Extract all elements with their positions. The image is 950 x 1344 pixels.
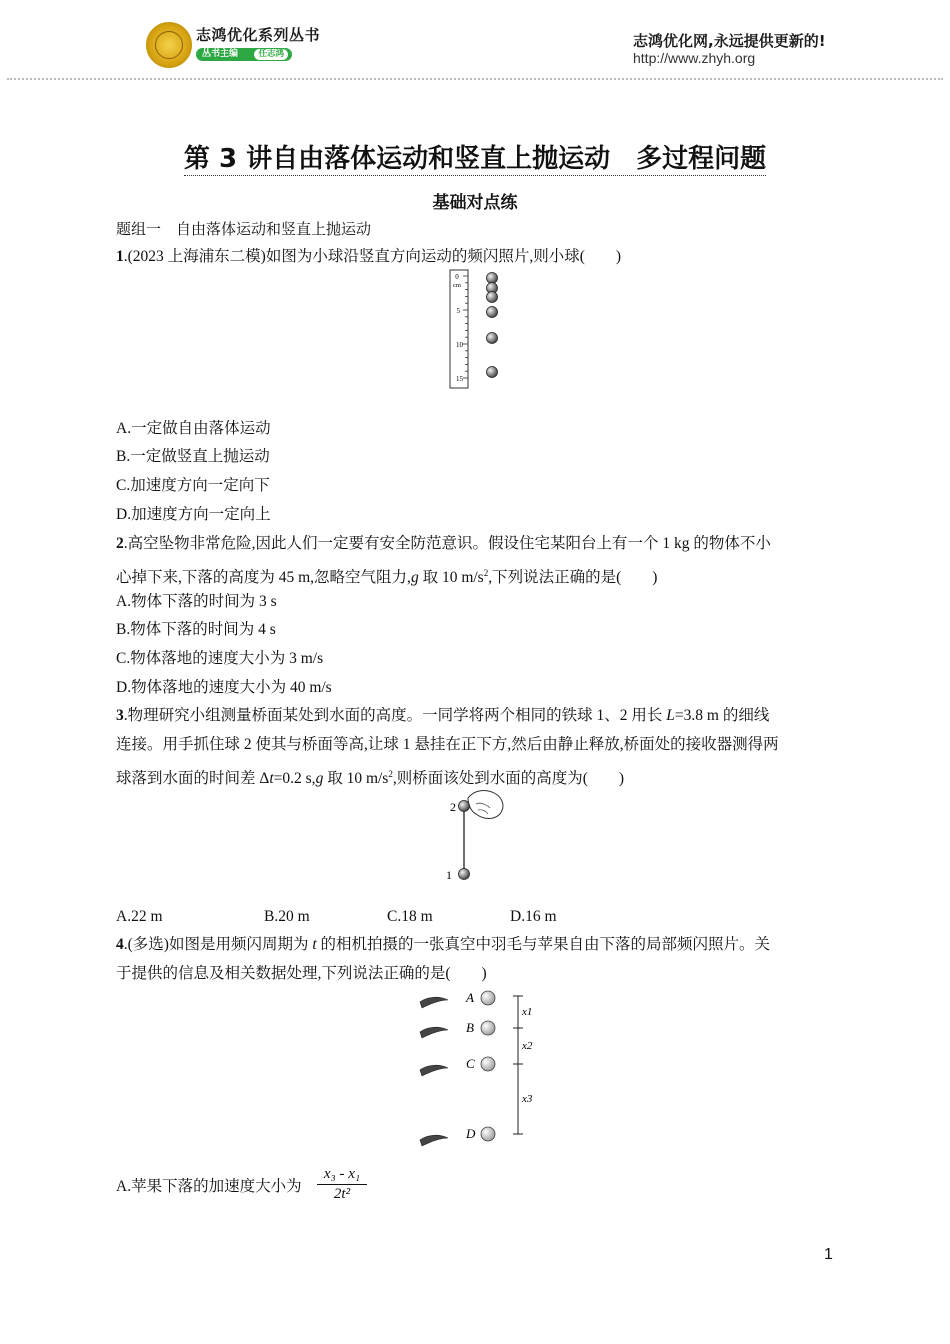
fraction-numerator: x₃ - x₁ bbox=[323, 1166, 361, 1182]
q3-option-c: C.18 m bbox=[387, 908, 433, 925]
q3-stem-line1: 3.物理研究小组测量桥面某处到水面的高度。一同学将两个相同的铁球 1、2 用长 L=3.8 m 的细线 bbox=[116, 707, 770, 724]
segment-label-x2: x2 bbox=[522, 1040, 533, 1052]
fraction-denominator: 2t² bbox=[333, 1186, 351, 1202]
q1-strobe-figure bbox=[440, 268, 520, 392]
point-label-c: C bbox=[466, 1056, 475, 1071]
ball-image-1 bbox=[487, 273, 498, 284]
q1-option-a: A.一定做自由落体运动 bbox=[116, 420, 271, 437]
q2-stem-line2: 心掉下来,下落的高度为 45 m,忽略空气阻力,g 取 10 $m/s^2$,下列说法正确的是( ) bbox=[116, 568, 658, 587]
feather-icon-c bbox=[420, 1065, 448, 1076]
apple-icon-c bbox=[481, 1057, 495, 1071]
q3-option-a: A.22 m bbox=[116, 908, 163, 925]
q3-two-balls-figure bbox=[440, 784, 510, 884]
ball-image-4 bbox=[487, 307, 498, 318]
slogan: 志鸿优化网,永远提供更新的! bbox=[633, 32, 826, 50]
ball-1-label: 1 bbox=[446, 868, 452, 882]
q1-option-b: B.一定做竖直上抛运动 bbox=[116, 448, 270, 465]
point-label-a: A bbox=[466, 990, 474, 1005]
q1-option-d: D.加速度方向一定向上 bbox=[116, 506, 271, 523]
apple-icon-d bbox=[481, 1127, 495, 1141]
q3-option-d: D.16 m bbox=[510, 908, 557, 925]
point-label-d: D bbox=[466, 1126, 476, 1141]
ruler-label-10: 10 bbox=[456, 341, 463, 349]
q1-stem: 1.(2023 上海浦东二模)如图为小球沿竖直方向运动的频闪照片,则小球( ) bbox=[116, 248, 622, 265]
ruler-label-15: 15 bbox=[456, 375, 463, 383]
q4-stem-line2: 于提供的信息及相关数据处理,下列说法正确的是( ) bbox=[116, 965, 487, 982]
editor-label: 丛书主编 bbox=[202, 49, 239, 59]
segment-label-x1: x1 bbox=[522, 1006, 533, 1018]
page-header bbox=[0, 0, 950, 90]
publisher-logo-icon bbox=[146, 22, 192, 68]
feather-icon-d bbox=[420, 1135, 448, 1146]
page-number: 1 bbox=[824, 1246, 833, 1263]
ball-2 bbox=[459, 801, 470, 812]
page-title: 第 3 讲自由落体运动和竖直上抛运动 多过程问题 bbox=[183, 144, 767, 174]
website-url[interactable]: http://www.zhyh.org bbox=[633, 50, 756, 66]
point-label-b: B bbox=[466, 1020, 474, 1035]
ball-image-6 bbox=[487, 367, 498, 378]
feather-icon-a bbox=[420, 997, 448, 1008]
editor-name: 任志鸿 bbox=[254, 49, 288, 60]
ruler-label-cm: cm bbox=[453, 282, 461, 289]
q4-option-a-fraction bbox=[317, 1166, 367, 1203]
ruler-label-0: 0 bbox=[455, 273, 459, 281]
q1-option-c: C.加速度方向一定向下 bbox=[116, 477, 270, 494]
series-name: 志鸿优化系列丛书 bbox=[196, 26, 321, 44]
apple-icon-a bbox=[481, 991, 495, 1005]
ruler-label-5: 5 bbox=[456, 307, 460, 315]
feather-icon-b bbox=[420, 1027, 448, 1038]
group-heading: 题组一 自由落体运动和竖直上抛运动 bbox=[116, 220, 372, 238]
q2-option-d: D.物体落地的速度大小为 40 m/s bbox=[116, 679, 332, 696]
q3-option-b: B.20 m bbox=[264, 908, 310, 925]
section-subtitle: 基础对点练 bbox=[432, 193, 518, 213]
ball-image-5 bbox=[487, 333, 498, 344]
apple-icon-b bbox=[481, 1021, 495, 1035]
ball-1 bbox=[459, 869, 470, 880]
q2-stem-line1: 2.高空坠物非常危险,因此人们一定要有安全防范意识。假设住宅某阳台上有一个 1 kg 的物体不小 bbox=[116, 535, 771, 552]
q3-stem-line2: 连接。用手抓住球 2 使其与桥面等高,让球 1 悬挂在正下方,然后由静止释放,桥面处的接收器测得两 bbox=[116, 736, 779, 753]
q3-stem-line3: 球落到水面的时间差 Δt=0.2 s,g 取 10 $m/s^2$,则桥面该处到水面的高度为( ) bbox=[116, 769, 625, 788]
q2-option-a: A.物体下落的时间为 3 s bbox=[116, 593, 277, 610]
editor-badge bbox=[196, 48, 292, 61]
q4-feather-apple-figure bbox=[414, 984, 544, 1148]
q4-option-a: A.苹果下落的加速度大小为 bbox=[116, 1178, 302, 1195]
segment-label-x3: x3 bbox=[522, 1093, 533, 1105]
q2-option-c: C.物体落地的速度大小为 3 m/s bbox=[116, 650, 324, 667]
q4-stem-line1: 4.(多选)如图是用频闪周期为 t 的相机拍摄的一张真空中羽毛与苹果自由下落的局部频闪照片。关 bbox=[116, 936, 771, 953]
q2-option-b: B.物体下落的时间为 4 s bbox=[116, 621, 276, 638]
ball-image-3 bbox=[487, 292, 498, 303]
header-divider bbox=[7, 78, 943, 80]
ball-2-label: 2 bbox=[450, 800, 456, 814]
